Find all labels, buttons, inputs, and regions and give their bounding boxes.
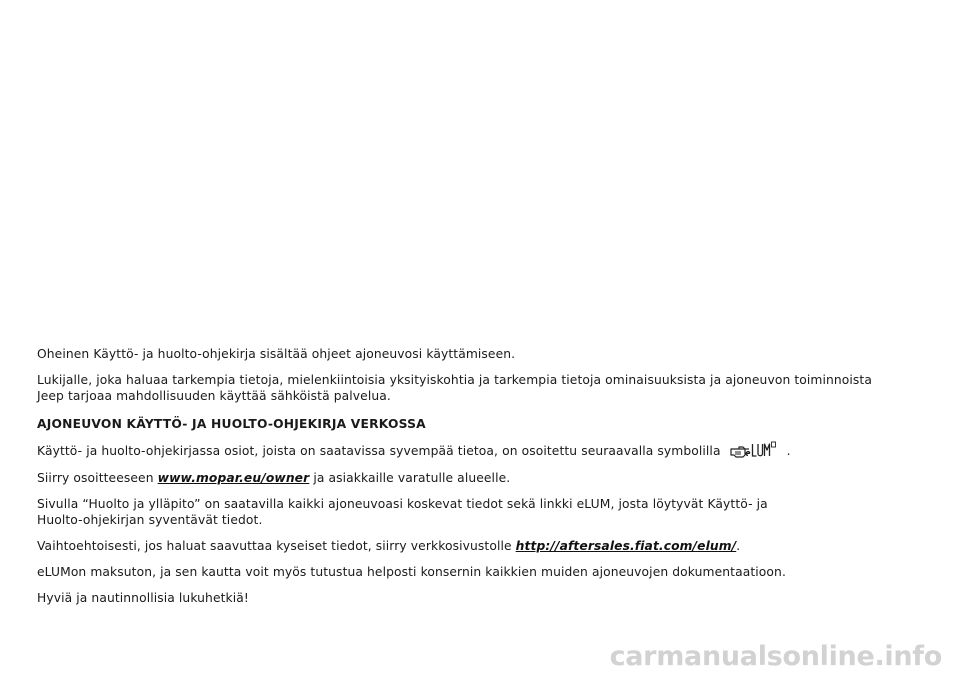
symbol-end: . (786, 444, 791, 458)
maintenance-line-2: Huolto-ohjekirjan syventävät tiedot. (37, 513, 263, 527)
section-heading: AJONEUVON KÄYTTÖ- JA HUOLTO-OHJEKIRJA VERKOSSA (37, 417, 426, 431)
intro-paragraph: Oheinen Käyttö- ja huolto-ohjekirja sisältää ohjeet ajoneuvosi käyttämiseen. (37, 347, 516, 361)
mopar-owner-link[interactable]: www.mopar.eu/owner (157, 471, 310, 485)
visit-prefix: Siirry osoitteeseen (37, 471, 154, 485)
alternative-paragraph (37, 538, 917, 554)
readers-line-2: Jeep tarjoaa mahdollisuuden käyttää sähköistä palvelua. (37, 389, 391, 403)
maintenance-paragraph (37, 496, 917, 528)
visit-suffix: ja asiakkaille varatulle alueelle. (313, 471, 511, 485)
readers-paragraph (37, 372, 917, 404)
alternative-suffix: . (736, 539, 741, 553)
free-service-paragraph: eLUMon maksuton, ja sen kautta voit myös tutustua helposti konsernin kaikkien muiden ajoneuvojen dokumentaatioon. (37, 565, 786, 579)
closing-paragraph: Hyviä ja nautinnollisia lukuhetkiä! (37, 591, 249, 605)
visit-paragraph (37, 470, 917, 486)
manual-text-block (37, 346, 917, 616)
symbol-text: Käyttö- ja huolto-ohjekirjassa osiot, joista on saatavissa syvempää tietoa, on osoitettu seuraavalla symbolilla (37, 444, 721, 458)
maintenance-line-1: Sivulla “Huolto ja ylläpito” on saatavilla kaikki ajoneuvoasi koskevat tiedot sekä linkki eLUM, josta löytyvät Käyttö- ja (37, 497, 768, 511)
aftersales-elum-link[interactable]: http://aftersales.fiat.com/elum/ (515, 539, 737, 553)
site-watermark: carmanualsonline.info (609, 641, 942, 672)
symbol-paragraph (37, 440, 917, 460)
readers-line-1: Lukijalle, joka haluaa tarkempia tietoja, mielenkiintoisia yksityiskohtia ja tarkempia tietoja ominaisuuksista ja ajoneuvon toiminnoista (37, 373, 872, 387)
elum-hand-icon (729, 440, 779, 460)
alternative-prefix: Vaihtoehtoisesti, jos haluat saavuttaa kyseiset tiedot, siirry verkkosivustolle (37, 539, 512, 553)
